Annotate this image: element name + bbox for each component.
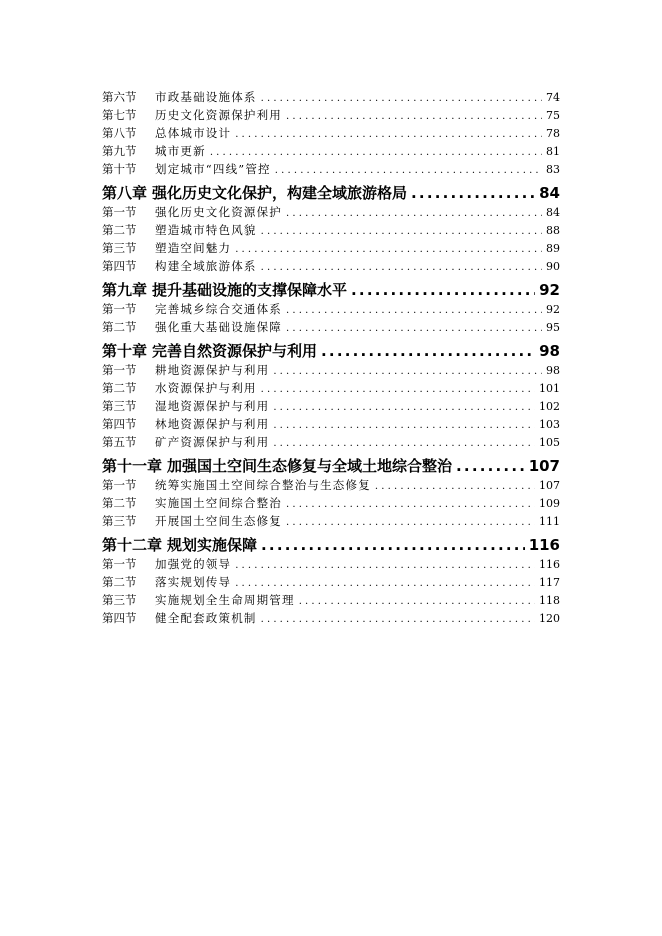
page-number: 107 xyxy=(528,457,560,475)
dot-leader xyxy=(273,438,535,449)
toc-section-entry[interactable] xyxy=(102,592,560,610)
entry-number: 第一节 xyxy=(102,205,137,219)
toc-section-entry[interactable] xyxy=(102,434,560,452)
page-number: 111 xyxy=(539,515,560,528)
entry-title: 实施国土空间综合整治 xyxy=(155,496,282,510)
dot-leader xyxy=(456,457,525,475)
table-of-contents xyxy=(102,89,560,628)
toc-section-entry[interactable] xyxy=(102,107,560,125)
entry-number: 第二节 xyxy=(102,223,137,237)
dot-leader xyxy=(261,536,525,554)
entry-title: 林地资源保护与利用 xyxy=(155,417,270,431)
entry-number: 第一节 xyxy=(102,363,137,377)
page-number: 118 xyxy=(539,594,560,607)
entry-title: 加强党的领导 xyxy=(155,557,232,571)
page-number: 74 xyxy=(546,91,560,104)
toc-section-entry[interactable] xyxy=(102,258,560,276)
entry-title: 落实规划传导 xyxy=(155,575,232,589)
toc-section-entry[interactable] xyxy=(102,204,560,222)
toc-chapter-entry[interactable] xyxy=(102,340,560,362)
entry-title: 完善城乡综合交通体系 xyxy=(155,302,282,316)
toc-section-entry[interactable] xyxy=(102,89,560,107)
entry-number: 第一节 xyxy=(102,478,137,492)
toc-section-entry[interactable] xyxy=(102,222,560,240)
toc-section-entry[interactable] xyxy=(102,610,560,628)
toc-section-entry[interactable] xyxy=(102,495,560,513)
entry-number: 第四节 xyxy=(102,417,137,431)
entry-number: 第二节 xyxy=(102,575,137,589)
page-number: 75 xyxy=(546,109,560,122)
entry-number: 第三节 xyxy=(102,399,137,413)
entry-title: 加强国土空间生态修复与全域土地综合整治 xyxy=(167,457,453,475)
page-number: 116 xyxy=(539,558,560,571)
dot-leader xyxy=(286,305,542,316)
page-number: 78 xyxy=(546,127,560,140)
dot-leader xyxy=(286,208,542,219)
page-number: 101 xyxy=(539,382,560,395)
toc-section-entry[interactable] xyxy=(102,380,560,398)
entry-title: 健全配套政策机制 xyxy=(155,611,257,625)
toc-section-entry[interactable] xyxy=(102,240,560,258)
dot-leader xyxy=(286,517,535,528)
dot-leader xyxy=(275,165,542,176)
dot-leader xyxy=(273,420,535,431)
page-number: 120 xyxy=(539,612,560,625)
page-number: 81 xyxy=(546,145,560,158)
dot-leader xyxy=(210,147,542,158)
entry-number: 第四节 xyxy=(102,259,137,273)
entry-title: 规划实施保障 xyxy=(167,536,258,554)
entry-title: 强化历史文化资源保护 xyxy=(155,205,282,219)
dot-leader xyxy=(261,614,535,625)
page-number: 102 xyxy=(539,400,560,413)
entry-title: 统筹实施国土空间综合整治与生态修复 xyxy=(155,478,371,492)
entry-number: 第九章 xyxy=(102,281,148,299)
page-number: 109 xyxy=(539,497,560,510)
page-number: 98 xyxy=(539,342,560,360)
dot-leader xyxy=(286,111,542,122)
dot-leader xyxy=(261,93,542,104)
entry-number: 第三节 xyxy=(102,593,137,607)
entry-number: 第十二章 xyxy=(102,536,163,554)
page-number: 84 xyxy=(539,184,560,202)
dot-leader xyxy=(286,499,535,510)
page-number: 117 xyxy=(539,576,560,589)
dot-leader xyxy=(321,342,535,360)
entry-number: 第二节 xyxy=(102,320,137,334)
entry-number: 第十章 xyxy=(102,342,148,360)
toc-section-entry[interactable] xyxy=(102,161,560,179)
page-number: 84 xyxy=(546,206,560,219)
toc-section-entry[interactable] xyxy=(102,513,560,531)
page-number: 107 xyxy=(539,479,560,492)
entry-title: 历史文化资源保护利用 xyxy=(155,108,282,122)
entry-number: 第四节 xyxy=(102,611,137,625)
entry-title: 矿产资源保护与利用 xyxy=(155,435,270,449)
dot-leader xyxy=(235,560,535,571)
entry-title: 市政基础设施体系 xyxy=(155,90,257,104)
page-number: 95 xyxy=(546,321,560,334)
toc-section-entry[interactable] xyxy=(102,143,560,161)
entry-number: 第八节 xyxy=(102,126,137,140)
entry-number: 第一节 xyxy=(102,557,137,571)
entry-number: 第八章 xyxy=(102,184,148,202)
dot-leader xyxy=(299,596,535,607)
dot-leader xyxy=(273,402,535,413)
entry-title: 完善自然资源保护与利用 xyxy=(152,342,318,360)
entry-title: 城市更新 xyxy=(155,144,206,158)
dot-leader xyxy=(375,481,535,492)
toc-chapter-entry[interactable] xyxy=(102,455,560,477)
entry-title: 构建全域旅游体系 xyxy=(155,259,257,273)
dot-leader xyxy=(286,323,542,334)
entry-number: 第七节 xyxy=(102,108,137,122)
entry-title: 塑造城市特色风貌 xyxy=(155,223,257,237)
entry-number: 第五节 xyxy=(102,435,137,449)
entry-title: 强化历史文化保护，构建全域旅游格局 xyxy=(152,184,408,202)
page-number: 90 xyxy=(546,260,560,273)
dot-leader xyxy=(351,281,535,299)
toc-section-entry[interactable] xyxy=(102,125,560,143)
toc-section-entry[interactable] xyxy=(102,319,560,337)
toc-section-entry[interactable] xyxy=(102,416,560,434)
entry-title: 开展国土空间生态修复 xyxy=(155,514,282,528)
page-number: 89 xyxy=(546,242,560,255)
toc-chapter-entry[interactable] xyxy=(102,279,560,301)
entry-title: 耕地资源保护与利用 xyxy=(155,363,270,377)
toc-chapter-entry[interactable] xyxy=(102,534,560,556)
entry-number: 第二节 xyxy=(102,381,137,395)
entry-title: 提升基础设施的支撑保障水平 xyxy=(152,281,348,299)
entry-title: 强化重大基础设施保障 xyxy=(155,320,282,334)
dot-leader xyxy=(235,578,535,589)
entry-number: 第一节 xyxy=(102,302,137,316)
entry-number: 第二节 xyxy=(102,496,137,510)
toc-chapter-entry[interactable] xyxy=(102,182,560,204)
page-number: 92 xyxy=(539,281,560,299)
page-number: 92 xyxy=(546,303,560,316)
entry-title: 水资源保护与利用 xyxy=(155,381,257,395)
dot-leader xyxy=(261,384,535,395)
page-number: 116 xyxy=(528,536,560,554)
page-number: 83 xyxy=(546,163,560,176)
entry-title: 塑造空间魅力 xyxy=(155,241,232,255)
entry-number: 第六节 xyxy=(102,90,137,104)
page-number: 88 xyxy=(546,224,560,237)
entry-number: 第三节 xyxy=(102,241,137,255)
toc-section-entry[interactable] xyxy=(102,574,560,592)
dot-leader xyxy=(261,226,542,237)
dot-leader xyxy=(411,184,535,202)
entry-title: 总体城市设计 xyxy=(155,126,232,140)
toc-section-entry[interactable] xyxy=(102,301,560,319)
dot-leader xyxy=(273,366,542,377)
entry-number: 第十节 xyxy=(102,162,137,176)
toc-section-entry[interactable] xyxy=(102,477,560,495)
page-number: 105 xyxy=(539,436,560,449)
page-number: 98 xyxy=(546,364,560,377)
toc-section-entry[interactable] xyxy=(102,398,560,416)
entry-number: 第三节 xyxy=(102,514,137,528)
entry-title: 划定城市“四线”管控 xyxy=(155,162,271,176)
entry-number: 第九节 xyxy=(102,144,137,158)
entry-number: 第十一章 xyxy=(102,457,163,475)
toc-section-entry[interactable] xyxy=(102,556,560,574)
page-number: 103 xyxy=(539,418,560,431)
dot-leader xyxy=(235,244,542,255)
toc-section-entry[interactable] xyxy=(102,362,560,380)
dot-leader xyxy=(261,262,542,273)
dot-leader xyxy=(235,129,542,140)
entry-title: 实施规划全生命周期管理 xyxy=(155,593,295,607)
entry-title: 湿地资源保护与利用 xyxy=(155,399,270,413)
